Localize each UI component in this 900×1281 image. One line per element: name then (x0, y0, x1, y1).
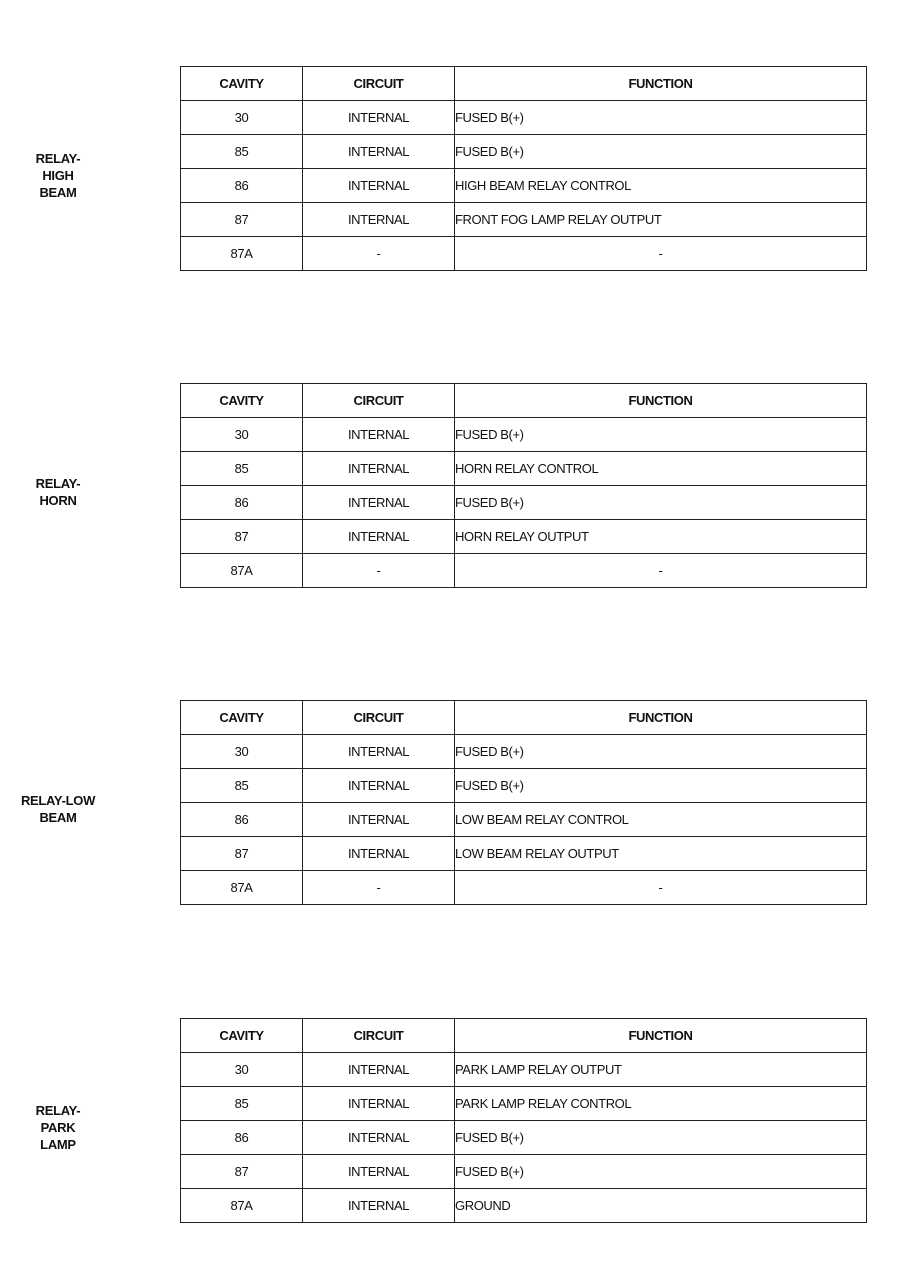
cavity-cell: 30 (181, 418, 303, 452)
relay-section-park-lamp (0, 1018, 900, 1236)
circuit-cell: INTERNAL (303, 769, 455, 803)
cavity-cell: 87A (181, 871, 303, 905)
table-row (181, 1121, 867, 1155)
relay-label: RELAY- PARK LAMP (35, 1102, 81, 1152)
table-row (181, 1155, 867, 1189)
table-row (181, 486, 867, 520)
cavity-cell: 30 (181, 1053, 303, 1087)
circuit-cell: INTERNAL (303, 452, 455, 486)
circuit-header: CIRCUIT (303, 384, 455, 418)
table-row (181, 1189, 867, 1223)
function-cell: FUSED B(+) (455, 486, 867, 520)
cavity-cell: 87 (181, 203, 303, 237)
function-cell: FRONT FOG LAMP RELAY OUTPUT (455, 203, 867, 237)
relay-label: RELAY-LOW BEAM (20, 793, 96, 825)
table-row (181, 1053, 867, 1087)
table-header-row (181, 1019, 867, 1053)
function-cell: FUSED B(+) (455, 135, 867, 169)
circuit-cell: INTERNAL (303, 135, 455, 169)
table-row (181, 735, 867, 769)
function-cell: FUSED B(+) (455, 769, 867, 803)
relay-section-high-beam (0, 66, 900, 284)
circuit-cell: INTERNAL (303, 803, 455, 837)
circuit-cell: INTERNAL (303, 203, 455, 237)
table-row (181, 803, 867, 837)
circuit-cell: INTERNAL (303, 101, 455, 135)
function-cell: HORN RELAY OUTPUT (455, 520, 867, 554)
cavity-cell: 86 (181, 1121, 303, 1155)
cavity-cell: 87 (181, 1155, 303, 1189)
circuit-cell: INTERNAL (303, 486, 455, 520)
table-row (181, 554, 867, 588)
table-row (181, 101, 867, 135)
function-header: FUNCTION (455, 701, 867, 735)
cavity-header: CAVITY (181, 701, 303, 735)
circuit-cell: INTERNAL (303, 735, 455, 769)
function-cell: - (455, 237, 867, 271)
cavity-cell: 86 (181, 169, 303, 203)
table-row (181, 169, 867, 203)
circuit-cell: INTERNAL (303, 1121, 455, 1155)
circuit-cell: - (303, 871, 455, 905)
circuit-header: CIRCUIT (303, 67, 455, 101)
table-row (181, 418, 867, 452)
function-cell: FUSED B(+) (455, 101, 867, 135)
function-cell: PARK LAMP RELAY OUTPUT (455, 1053, 867, 1087)
function-cell: LOW BEAM RELAY CONTROL (455, 803, 867, 837)
pin-table (180, 66, 867, 271)
circuit-cell: INTERNAL (303, 1053, 455, 1087)
function-cell: FUSED B(+) (455, 735, 867, 769)
circuit-cell: INTERNAL (303, 418, 455, 452)
cavity-cell: 85 (181, 1087, 303, 1121)
cavity-header: CAVITY (181, 1019, 303, 1053)
circuit-header: CIRCUIT (303, 1019, 455, 1053)
table-row (181, 452, 867, 486)
circuit-cell: INTERNAL (303, 1087, 455, 1121)
cavity-cell: 86 (181, 486, 303, 520)
cavity-cell: 85 (181, 452, 303, 486)
circuit-cell: - (303, 237, 455, 271)
circuit-cell: INTERNAL (303, 837, 455, 871)
table-header-row (181, 384, 867, 418)
pin-table (180, 1018, 867, 1223)
function-cell: FUSED B(+) (455, 1121, 867, 1155)
relay-section-horn (0, 383, 900, 601)
table-row (181, 237, 867, 271)
function-cell: FUSED B(+) (455, 1155, 867, 1189)
table-header-row (181, 701, 867, 735)
circuit-cell: INTERNAL (303, 1189, 455, 1223)
pin-table (180, 383, 867, 588)
circuit-cell: INTERNAL (303, 520, 455, 554)
function-header: FUNCTION (455, 384, 867, 418)
circuit-cell: INTERNAL (303, 1155, 455, 1189)
cavity-cell: 30 (181, 101, 303, 135)
function-cell: - (455, 871, 867, 905)
relay-section-low-beam (0, 700, 900, 918)
function-cell: FUSED B(+) (455, 418, 867, 452)
cavity-cell: 87 (181, 520, 303, 554)
function-header: FUNCTION (455, 1019, 867, 1053)
relay-label: RELAY- HIGH BEAM (35, 150, 81, 200)
function-cell: HORN RELAY CONTROL (455, 452, 867, 486)
cavity-cell: 87A (181, 554, 303, 588)
function-cell: LOW BEAM RELAY OUTPUT (455, 837, 867, 871)
cavity-header: CAVITY (181, 67, 303, 101)
table-row (181, 871, 867, 905)
relay-label: RELAY- HORN (35, 476, 81, 508)
circuit-cell: - (303, 554, 455, 588)
cavity-cell: 85 (181, 135, 303, 169)
function-cell: HIGH BEAM RELAY CONTROL (455, 169, 867, 203)
cavity-cell: 87 (181, 837, 303, 871)
cavity-cell: 86 (181, 803, 303, 837)
table-header-row (181, 67, 867, 101)
cavity-cell: 87A (181, 1189, 303, 1223)
table-row (181, 520, 867, 554)
circuit-cell: INTERNAL (303, 169, 455, 203)
cavity-cell: 85 (181, 769, 303, 803)
function-cell: PARK LAMP RELAY CONTROL (455, 1087, 867, 1121)
cavity-cell: 87A (181, 237, 303, 271)
table-row (181, 837, 867, 871)
cavity-header: CAVITY (181, 384, 303, 418)
function-header: FUNCTION (455, 67, 867, 101)
pin-table (180, 700, 867, 905)
table-row (181, 769, 867, 803)
cavity-cell: 30 (181, 735, 303, 769)
function-cell: GROUND (455, 1189, 867, 1223)
table-row (181, 203, 867, 237)
table-row (181, 135, 867, 169)
circuit-header: CIRCUIT (303, 701, 455, 735)
table-row (181, 1087, 867, 1121)
function-cell: - (455, 554, 867, 588)
